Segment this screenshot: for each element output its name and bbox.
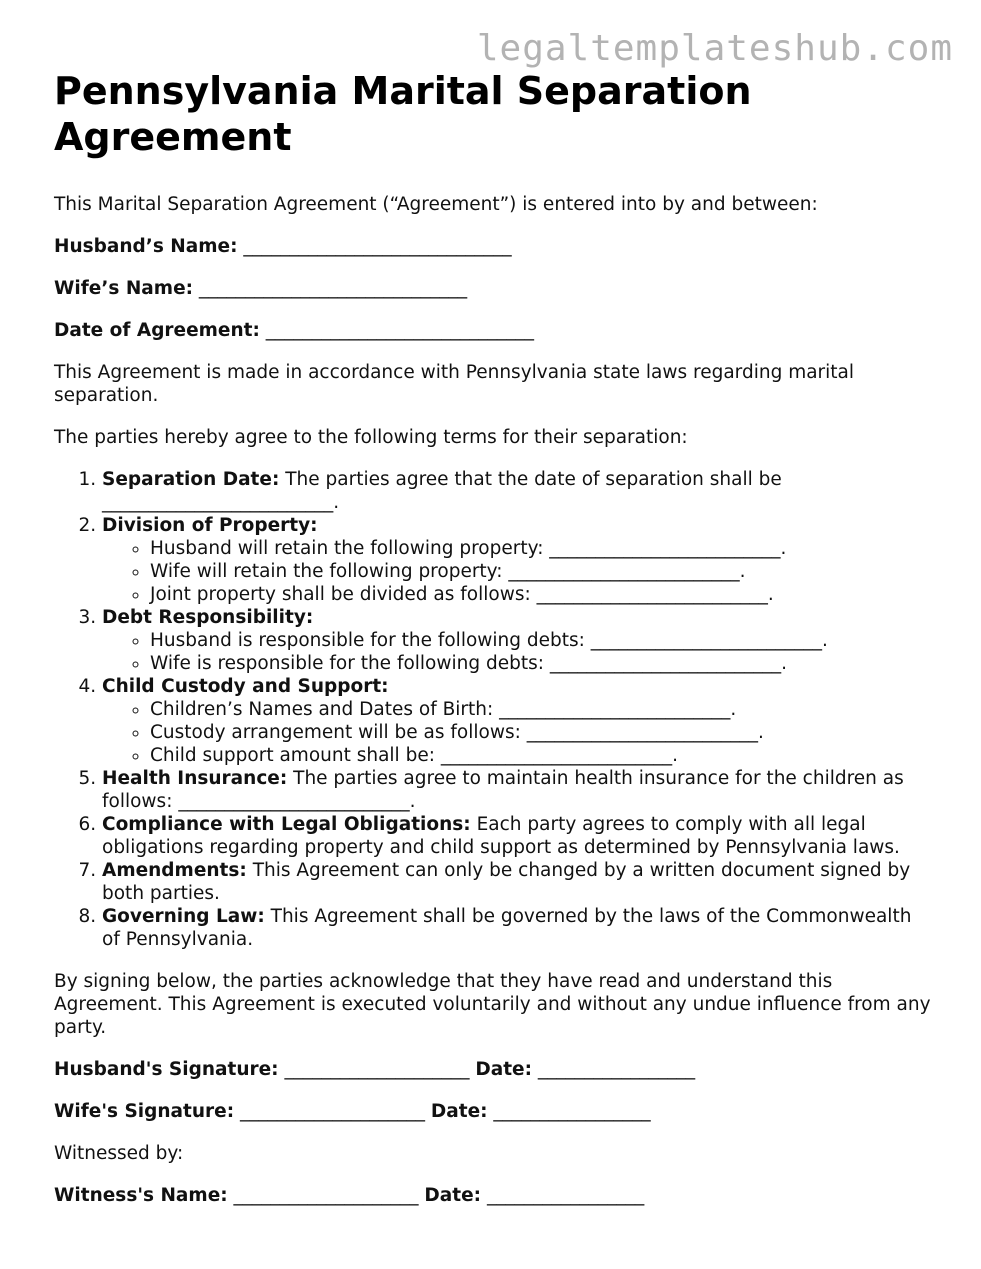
husband-signature-blank: ____________________ [284,1059,470,1080]
term-label: Separation Date: [102,469,280,490]
wife-name-field [54,277,934,300]
term-text: This Agreement shall be governed by the laws of the Commonwealth of Pennsylvania. [102,906,912,950]
term-compliance [102,813,934,859]
term-child-custody [102,675,934,767]
sub-item: ◦ Child support amount shall be: _________________________. [150,744,934,767]
husband-name-label: Husband’s Name: [54,236,238,257]
term-label: Child Custody and Support: [102,676,389,697]
wife-signature-label: Wife's Signature: [54,1101,235,1122]
witnessed-by-text: Witnessed by: [54,1143,184,1164]
custody-sublist [102,698,934,767]
wife-date-label: Date: [430,1101,488,1122]
sub-item: ◦ Wife is responsible for the following debts: _________________________. [150,652,934,675]
witness-date-label: Date: [424,1185,482,1206]
watermark-text: legaltemplateshub.com [476,28,953,69]
terms-list [54,468,934,951]
husband-name-field [54,235,934,258]
term-governing-law [102,905,934,951]
witness-name-blank: ____________________ [233,1185,419,1206]
term-separation-date [102,468,934,514]
debt-sublist [102,629,934,675]
intro-paragraph: This Marital Separation Agreement (“Agreement”) is entered into by and between: [54,194,818,215]
sub-item: ◦ Children’s Names and Dates of Birth: _________________________. [150,698,934,721]
terms-lead-paragraph: The parties hereby agree to the following terms for their separation: [54,427,688,448]
sub-item: ◦ Custody arrangement will be as follows: _________________________. [150,721,934,744]
page-title: Pennsylvania Marital Separation Agreement [54,69,752,159]
witness-signature-row [54,1184,934,1207]
husband-date-label: Date: [475,1059,532,1080]
term-label: Division of Property: [102,515,318,536]
wife-name-blank: _____________________________ [198,278,468,299]
accordance-paragraph: This Agreement is made in accordance with Pennsylvania state laws regarding marital separation. [54,362,855,406]
term-label: Health Insurance: [102,768,288,789]
acknowledgement-paragraph: By signing below, the parties acknowledge that they have read and understand this Agreement. This Agreement is executed voluntarily and without any undue influence from any party. [54,971,931,1038]
term-text: The parties agree that the date of separation shall be _________________________. [102,469,782,513]
sub-item: ◦ Wife will retain the following property: _________________________. [150,560,934,583]
sub-item: ◦ Husband is responsible for the following debts: _________________________. [150,629,934,652]
witness-date-blank: _________________ [486,1185,645,1206]
term-text: Each party agrees to comply with all legal obligations regarding property and child support as determined by Pennsylvania laws. [102,814,900,858]
husband-name-blank: _____________________________ [243,236,512,257]
husband-date-blank: _________________ [537,1059,696,1080]
term-label: Debt Responsibility: [102,607,314,628]
document-body [54,68,934,1207]
sub-item: ◦ Husband will retain the following property: _________________________. [150,537,934,560]
witness-name-label: Witness's Name: [54,1185,228,1206]
term-text: The parties agree to maintain health insurance for the children as follows: _________________________. [102,768,904,812]
wife-signature-row [54,1100,934,1123]
wife-date-blank: _________________ [493,1101,651,1122]
term-text: This Agreement can only be changed by a written document signed by both parties. [102,860,911,904]
wife-signature-blank: ____________________ [240,1101,425,1122]
term-label: Governing Law: [102,906,265,927]
date-of-agreement-label: Date of Agreement: [54,320,260,341]
term-debt-responsibility [102,606,934,675]
term-division-of-property [102,514,934,606]
term-label: Amendments: [102,860,247,881]
date-of-agreement-blank: _____________________________ [265,320,535,341]
husband-signature-row [54,1058,934,1081]
term-amendments [102,859,934,905]
term-label: Compliance with Legal Obligations: [102,814,471,835]
date-of-agreement-field [54,319,934,342]
wife-name-label: Wife’s Name: [54,278,194,299]
husband-signature-label: Husband's Signature: [54,1059,279,1080]
property-sublist [102,537,934,606]
sub-item: ◦ Joint property shall be divided as follows: _________________________. [150,583,934,606]
term-health-insurance [102,767,934,813]
